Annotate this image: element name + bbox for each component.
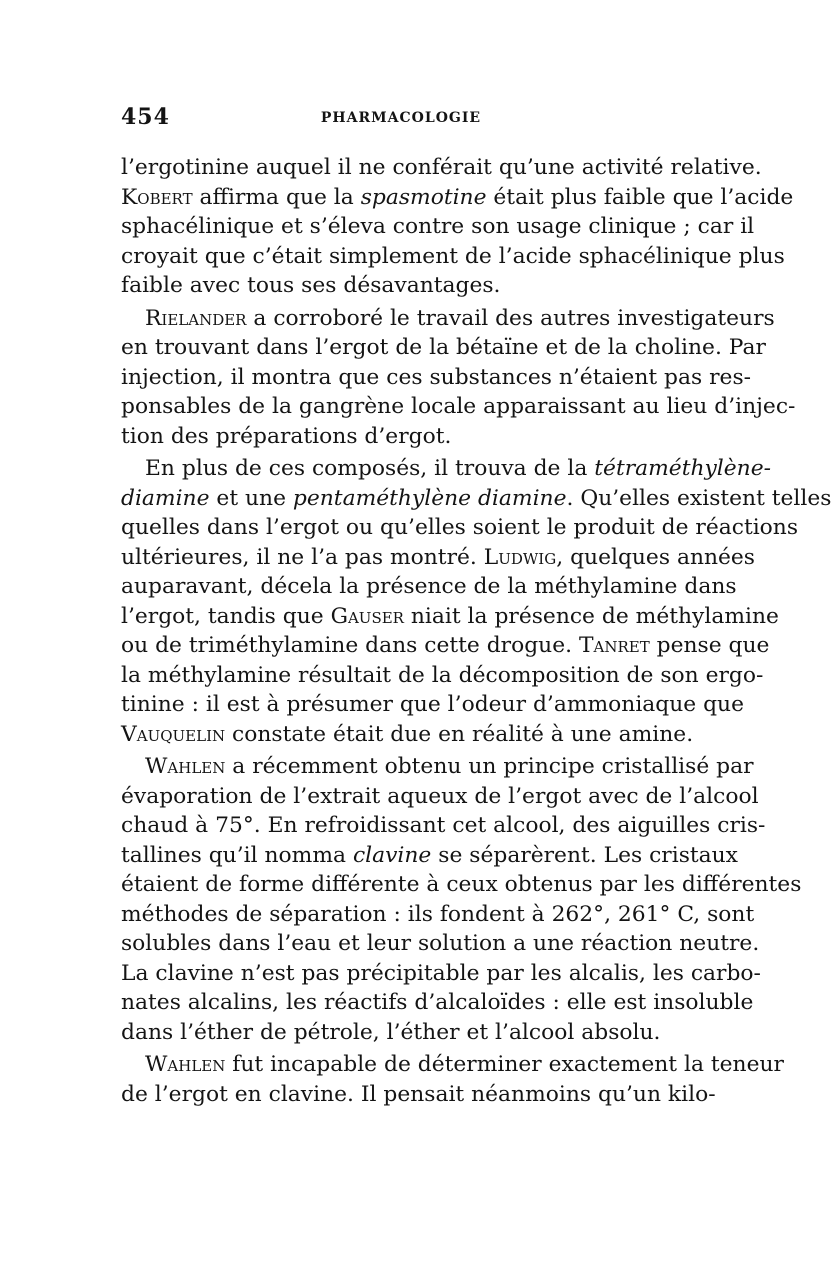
text-line [121, 752, 754, 782]
text-run: ultérieures, il ne l’a pas montré. [121, 544, 484, 570]
text-run: injection, il montra que ces substances n’étaient pas res- [121, 364, 751, 390]
text-run: , quelques années [556, 544, 755, 570]
text-line [121, 212, 755, 242]
text-line [121, 870, 802, 900]
text-line [121, 1018, 681, 1048]
text-line [121, 242, 785, 272]
text-run: étaient de forme différente à ceux obtenus par les différentes [121, 872, 802, 897]
text-run: tion des préparations d’ergot. [121, 423, 452, 449]
author-name: Rielander [145, 305, 247, 331]
author-name: Wahlen [145, 754, 226, 779]
text-run: affirma que la [192, 184, 361, 210]
text-line [121, 929, 760, 959]
text-run: constate était due en réalité à une amine. [225, 721, 694, 747]
text-run: a corroboré le travail des autres investigateurs [246, 305, 775, 331]
text-run: la méthylamine résultait de la décomposition de son ergo- [121, 662, 764, 688]
text-run: ou de triméthylamine dans cette drogue. [121, 633, 579, 658]
text-run: auparavant, décela la présence de la méthylamine dans [121, 574, 737, 599]
author-name: Wahlen [145, 1052, 226, 1077]
text-line [121, 720, 694, 750]
text-run: en trouvant dans l’ergot de la bétaïne et de la choline. Par [121, 335, 766, 360]
text-run: de l’ergot en clavine. Il pensait néanmoins qu’un kilo- [121, 1081, 716, 1107]
text-line [121, 392, 796, 422]
text-run: était plus faible que l’acide [486, 184, 794, 210]
text-line [121, 602, 779, 632]
text-line [121, 183, 794, 213]
text-run: faible avec tous ses désavantages. [121, 273, 501, 298]
text-run: fut incapable de déterminer exactement la teneur [225, 1052, 784, 1077]
italic-term: spasmotine [360, 184, 487, 210]
text-line [121, 153, 762, 183]
italic-term: clavine [352, 842, 432, 868]
text-line [121, 959, 761, 989]
text-run: solubles dans l’eau et leur solution a une réaction neutre. [121, 931, 760, 956]
text-line [121, 1050, 784, 1080]
text-line [121, 422, 681, 452]
text-run: et une [209, 485, 293, 511]
author-name: Ludwig [483, 544, 557, 570]
text-run: En plus de ces composés, il trouva de la [145, 456, 595, 481]
text-line [121, 543, 755, 573]
running-title: PHARMACOLOGIE [320, 110, 482, 126]
text-run: pense que [649, 633, 770, 658]
author-name: Tanret [578, 633, 650, 658]
text-run: méthodes de séparation : ils fondent à 262°, 261° C, sont [121, 901, 755, 927]
page-number: 454 [121, 104, 170, 130]
text-line [121, 333, 766, 363]
italic-term: tétraméthylène- [594, 456, 771, 481]
author-name: Kobert [121, 184, 193, 210]
text-run: évaporation de l’extrait aqueux de l’ergot avec de l’alcool [121, 783, 759, 809]
text-run: l’ergot, tandis que [121, 603, 331, 629]
text-line [121, 454, 771, 484]
author-name: Vauquelin [121, 721, 226, 747]
author-name: Gauser [330, 603, 404, 629]
text-run: . Qu’elles existent telles [566, 485, 831, 511]
text-line [121, 690, 744, 720]
text-run: quelles dans l’ergot ou qu’elles soient le produit de réactions [121, 515, 799, 540]
text-line [121, 811, 766, 841]
text-run: niait la présence de méthylamine [403, 603, 779, 629]
text-run: tinine : il est à présumer que l’odeur d’ammoniaque que [121, 692, 744, 717]
text-line [121, 661, 764, 691]
text-run: chaud à 75°. En refroidissant cet alcool, des aiguilles cris- [121, 813, 766, 838]
text-run: tallines qu’il nomma [121, 842, 353, 868]
text-run: nates alcalins, les réactifs d’alcaloïdes : elle est insoluble [121, 990, 754, 1015]
text-line [121, 572, 737, 602]
text-run: se séparèrent. Les cristaux [431, 842, 738, 868]
text-line [121, 631, 770, 661]
text-run: croyait que c’était simplement de l’acide sphacélinique plus [121, 243, 785, 269]
italic-term: diamine [121, 485, 210, 511]
text-line [121, 1080, 716, 1110]
text-line [121, 484, 831, 514]
paragraph [121, 1050, 784, 1109]
text-line [121, 271, 681, 301]
paragraph [121, 752, 802, 1047]
paragraph [121, 304, 796, 452]
text-line [121, 304, 775, 334]
text-run: sphacélinique et s’éleva contre son usage clinique ; car il [121, 214, 755, 239]
italic-term: pentaméthylène diamine [292, 485, 567, 511]
text-line [121, 900, 755, 930]
text-run: ponsables de la gangrène locale apparaissant au lieu d’injec- [121, 394, 796, 419]
text-run: La clavine n’est pas précipitable par les alcalis, les carbo- [121, 960, 761, 986]
text-line [121, 363, 751, 393]
page-header [121, 104, 681, 138]
text-run: dans l’éther de pétrole, l’éther et l’alcool absolu. [121, 1019, 661, 1045]
text-line [121, 513, 799, 543]
text-line [121, 988, 754, 1018]
paragraph [121, 454, 831, 749]
text-run: a récemment obtenu un principe cristallisé par [225, 754, 754, 779]
text-run: l’ergotinine auquel il ne conférait qu’une activité relative. [121, 155, 762, 180]
text-line [121, 841, 738, 871]
paragraph [121, 153, 794, 301]
body-text [121, 153, 831, 1109]
text-line [121, 782, 759, 812]
